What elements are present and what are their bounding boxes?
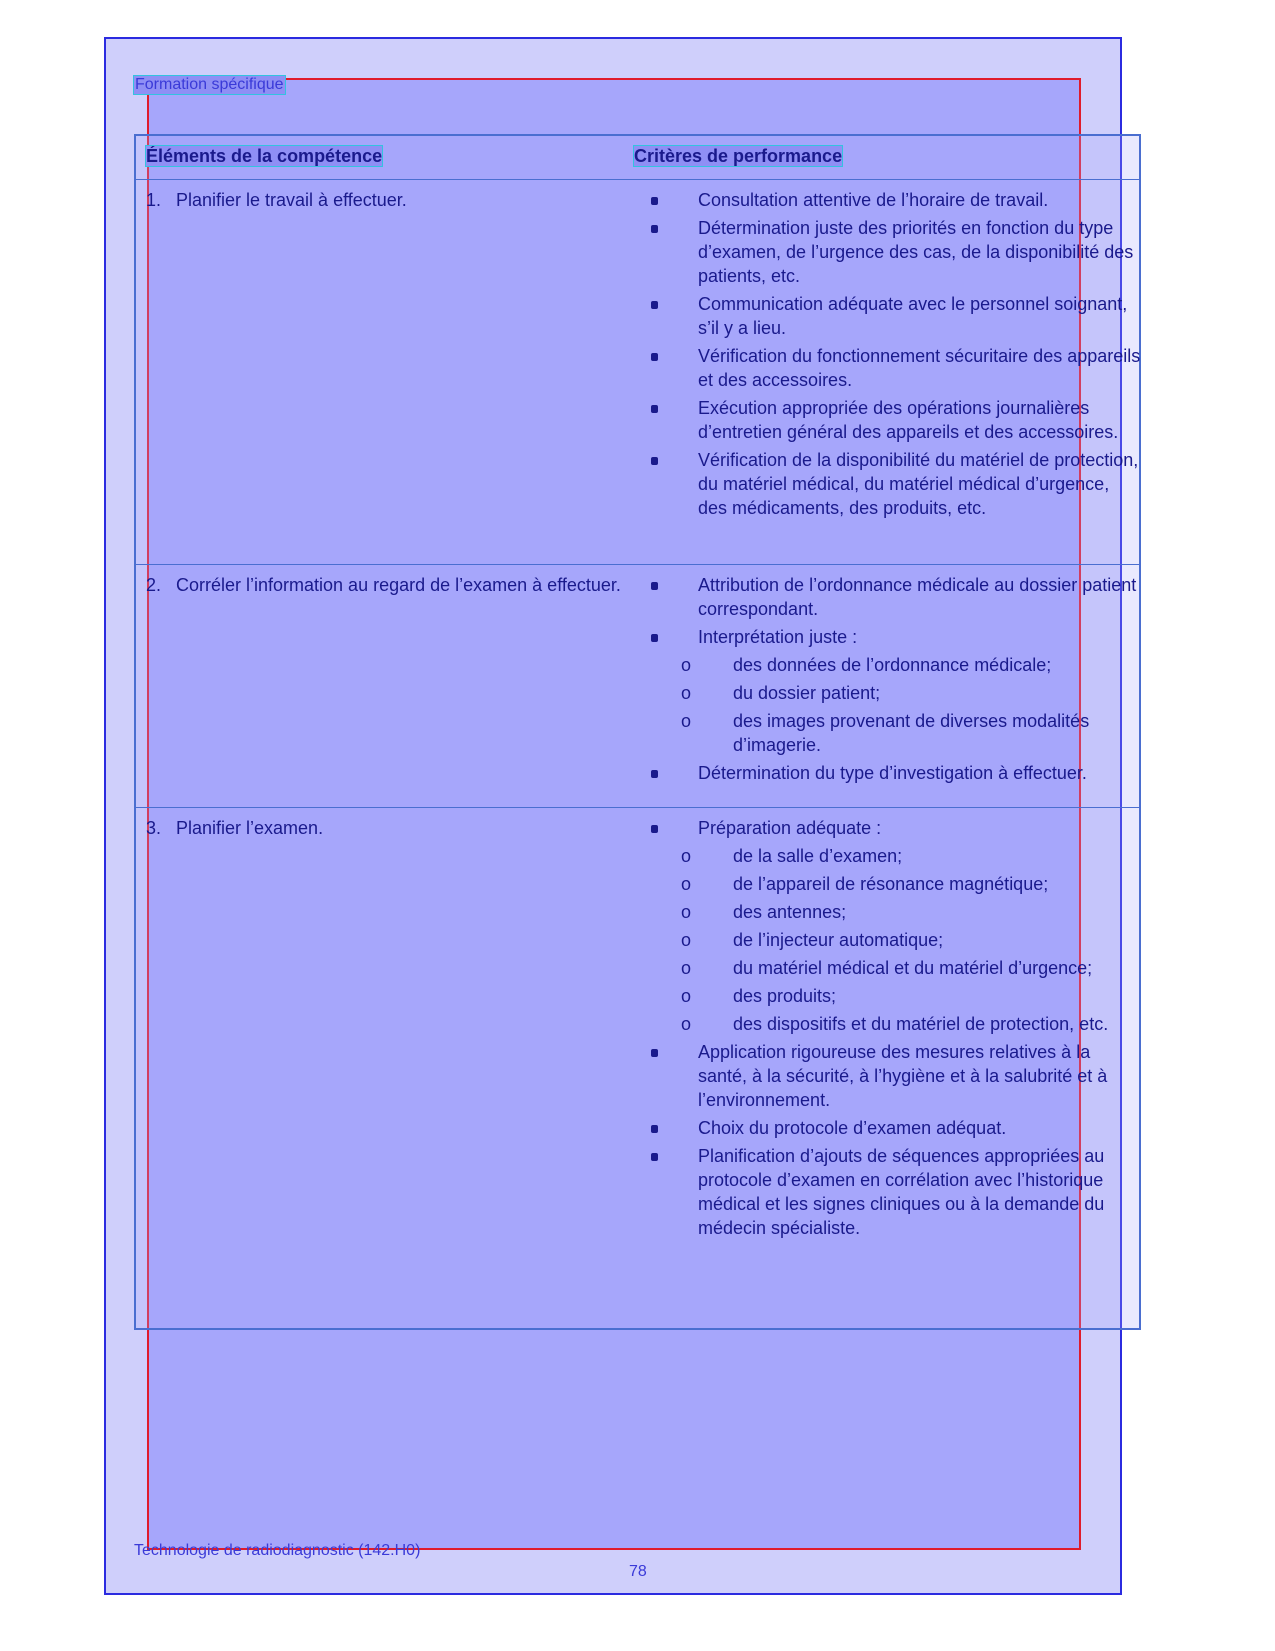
- element-text: Corréler l’information au regard de l’examen à effectuer.: [176, 575, 621, 595]
- sub-marker: o: [681, 1014, 692, 1034]
- performance-criteria: [646, 816, 1141, 1244]
- criterion-item: [646, 396, 1141, 444]
- sub-criterion-text: du dossier patient;: [733, 683, 881, 703]
- sub-criterion-text: des images provenant de diverses modalités d’imagerie.: [733, 711, 1090, 755]
- criterion-item: [646, 448, 1141, 520]
- table-row: [136, 808, 1139, 1328]
- competence-table: [134, 134, 1141, 1330]
- bullet-icon: [646, 296, 684, 314]
- sub-marker: o: [681, 986, 692, 1006]
- sub-criterion-item: [646, 844, 1141, 868]
- competence-element: [146, 573, 636, 597]
- sub-criterion-item: [646, 709, 1141, 757]
- criterion-item: [646, 816, 1141, 840]
- bullet-icon: [646, 220, 684, 238]
- sub-criterion-text: des produits;: [733, 986, 837, 1006]
- criterion-item: [646, 1116, 1141, 1140]
- criterion-text: Vérification de la disponibilité du matériel de protection, du matériel médical, du matériel médical d’urgence, des médicaments, des produits, etc.: [698, 450, 1139, 518]
- sub-criterion-text: de l’injecteur automatique;: [733, 930, 944, 950]
- element-number: 1.: [146, 190, 162, 210]
- criterion-item: [646, 1144, 1141, 1240]
- criterion-item: [646, 216, 1141, 288]
- bullet-icon: [646, 629, 684, 647]
- col2-title: Critères de performance: [634, 146, 843, 166]
- criterion-text: Choix du protocole d’examen adéquat.: [698, 1118, 1007, 1138]
- sub-marker: o: [681, 902, 692, 922]
- sub-marker: o: [681, 711, 692, 731]
- criterion-item: [646, 761, 1141, 785]
- sub-criterion-text: du matériel médical et du matériel d’urgence;: [733, 958, 1093, 978]
- sub-criterion-text: des dispositifs et du matériel de protection, etc.: [733, 1014, 1109, 1034]
- criterion-item: [646, 625, 1141, 649]
- sub-criterion-item: [646, 681, 1141, 705]
- bullet-icon: [646, 1148, 684, 1166]
- sub-criterion-item: [646, 900, 1141, 924]
- sub-criterion-item: [646, 928, 1141, 952]
- table-row: [136, 565, 1139, 808]
- criterion-text: Vérification du fonctionnement sécuritaire des appareils et des accessoires.: [698, 346, 1141, 390]
- criterion-item: [646, 188, 1141, 212]
- section-header: Formation spécifique: [135, 76, 284, 93]
- criterion-text: Attribution de l’ordonnance médicale au dossier patient correspondant.: [698, 575, 1137, 619]
- bullet-icon: [646, 1120, 684, 1138]
- element-number: 3.: [146, 818, 162, 838]
- element-number: 2.: [146, 575, 162, 595]
- criterion-text: Communication adéquate avec le personnel soignant, s’il y a lieu.: [698, 294, 1128, 338]
- footer-program: Technologie de radiodiagnostic (142.H0): [134, 1542, 421, 1559]
- bullet-icon: [646, 1044, 684, 1062]
- competence-element: [146, 816, 636, 840]
- element-text: Planifier l’examen.: [176, 818, 324, 838]
- col1-title: Éléments de la compétence: [146, 146, 383, 166]
- sub-criterion-text: des données de l’ordonnance médicale;: [733, 655, 1052, 675]
- criterion-item: [646, 292, 1141, 340]
- criterion-text: Consultation attentive de l’horaire de travail.: [698, 190, 1049, 210]
- sub-marker: o: [681, 846, 692, 866]
- criterion-item: [646, 1040, 1141, 1112]
- sub-criterion-item: [646, 984, 1141, 1008]
- criterion-text: Exécution appropriée des opérations journalières d’entretien général des appareils et des accessoires.: [698, 398, 1119, 442]
- criterion-item: [646, 344, 1141, 392]
- bullet-icon: [646, 820, 684, 838]
- table-header-row: [136, 136, 1139, 180]
- sub-marker: o: [681, 683, 692, 703]
- criterion-text: Planification d’ajouts de séquences appropriées au protocole d’examen en corrélation avec l’historique médical et les signes cliniques ou à la demande du médecin spécialiste.: [698, 1146, 1105, 1238]
- sub-marker: o: [681, 655, 692, 675]
- criterion-text: Détermination juste des priorités en fonction du type d’examen, de l’urgence des cas, de la disponibilité des patients, etc.: [698, 218, 1134, 286]
- sub-marker: o: [681, 874, 692, 894]
- table-row: [136, 180, 1139, 565]
- competence-element: [146, 188, 636, 212]
- bullet-icon: [646, 348, 684, 366]
- sub-criterion-item: [646, 1012, 1141, 1036]
- criterion-item: [646, 573, 1141, 621]
- bullet-icon: [646, 765, 684, 783]
- sub-criterion-item: [646, 653, 1141, 677]
- sub-marker: o: [681, 930, 692, 950]
- criterion-text: Détermination du type d’investigation à effectuer.: [698, 763, 1087, 783]
- sub-criterion-item: [646, 872, 1141, 896]
- bullet-icon: [646, 400, 684, 418]
- performance-criteria: [646, 573, 1141, 789]
- sub-criterion-text: des antennes;: [733, 902, 847, 922]
- criterion-text: Préparation adéquate :: [698, 818, 882, 838]
- sub-criterion-text: de l’appareil de résonance magnétique;: [733, 874, 1049, 894]
- bullet-icon: [646, 192, 684, 210]
- element-text: Planifier le travail à effectuer.: [176, 190, 407, 210]
- page-number: 78: [629, 1563, 647, 1580]
- performance-criteria: [646, 188, 1141, 524]
- bullet-icon: [646, 577, 684, 595]
- sub-marker: o: [681, 958, 692, 978]
- criterion-text: Interprétation juste :: [698, 627, 858, 647]
- criterion-text: Application rigoureuse des mesures relatives à la santé, à la sécurité, à l’hygiène et à la salubrité et à l’environnement.: [698, 1042, 1108, 1110]
- sub-criterion-item: [646, 956, 1141, 980]
- bullet-icon: [646, 452, 684, 470]
- sub-criterion-text: de la salle d’examen;: [733, 846, 903, 866]
